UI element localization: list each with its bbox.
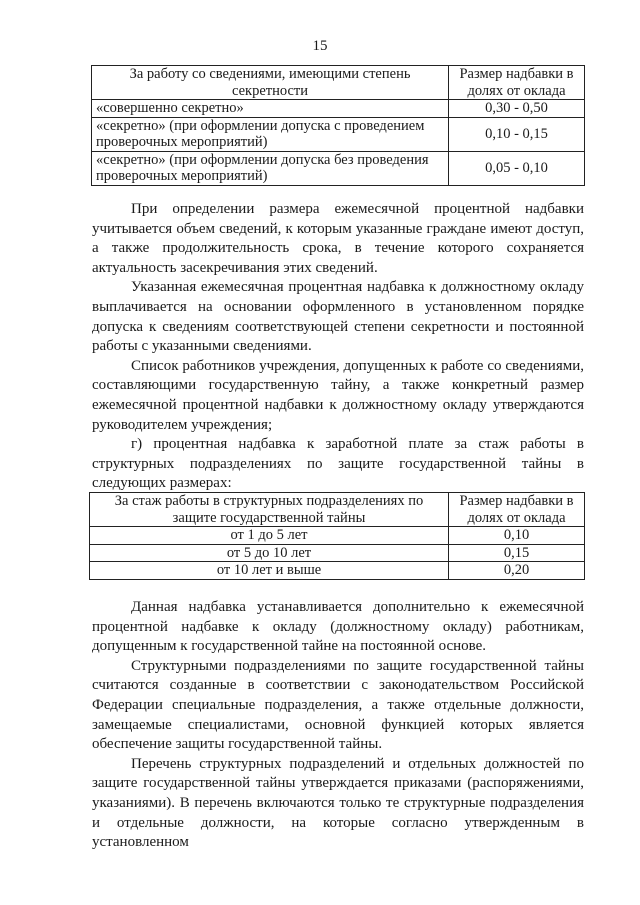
table-cell-value: 0,10 - 0,15 — [449, 117, 585, 151]
table-header-cell: За стаж работы в структурных подразделениях по защите государственной тайны — [90, 493, 449, 527]
paragraph: Указанная ежемесячная процентная надбавка к должностному окладу выплачивается на основании оформленного в установленном порядке допуска к сведениям соответствующей степени секретности и постоянной работы с указанными сведениями. — [92, 279, 584, 355]
paragraph: Структурными подразделениями по защите государственной тайны считаются созданные в соответствии с законодательством Российской Федерации специальные подразделения, а также отдельные должности, замещаемые специалистами, основной функцией которых является обеспечение защиты государственной тайны. — [92, 657, 584, 753]
table-cell-label: «секретно» (при оформлении допуска с проведением проверочных мероприятий) — [92, 117, 449, 151]
service-length-allowance-table — [89, 492, 585, 580]
secrecy-allowance-table — [91, 65, 585, 186]
body-text-block — [92, 598, 584, 853]
paragraph: г) процентная надбавка к заработной плате за стаж работы в структурных подразделениях по защите государственной тайны в следующих размерах: — [92, 436, 584, 492]
page-number: 15 — [312, 38, 328, 54]
table-cell-value: 0,05 - 0,10 — [449, 151, 585, 185]
table-row — [92, 151, 585, 185]
table-cell-label: «совершенно секретно» — [92, 100, 449, 118]
paragraph: При определении размера ежемесячной процентной надбавки учитывается объем сведений, к которым указанные граждане имеют доступ, а также продолжительность срока, в течение которого сохраняется актуальность засекречивания этих сведений. — [92, 201, 584, 276]
table-row — [90, 527, 585, 545]
table-row — [92, 100, 585, 118]
table-row — [92, 117, 585, 151]
paragraph: Перечень структурных подразделений и отдельных должностей по защите государственной тайны утверждается приказами (распоряжениями, указаниями). В перечень включаются только те структурные подразделения и отдельные должности, на которые согласно утвержденным в установленном — [92, 755, 584, 851]
table-cell-label: от 5 до 10 лет — [90, 544, 449, 562]
paragraph: Список работников учреждения, допущенных к работе со сведениями, составляющими государственную тайну, а также конкретный размер ежемесячной процентной надбавки к должностному окладу утверждаются руководителем учреждения; — [92, 357, 584, 433]
table-row — [90, 544, 585, 562]
table-cell-label: от 1 до 5 лет — [90, 527, 449, 545]
body-text-block — [92, 200, 584, 494]
table-header-cell: Размер надбавки в долях от оклада — [449, 493, 585, 527]
table-cell-label: от 10 лет и выше — [90, 562, 449, 580]
table-cell-value: 0,10 — [449, 527, 585, 545]
table-header-row — [92, 66, 585, 100]
paragraph: Данная надбавка устанавливается дополнительно к ежемесячной процентной надбавке к окладу (должностному окладу) работникам, допущенным к государственной тайне на постоянной основе. — [92, 599, 584, 655]
table-header-cell: Размер надбавки в долях от оклада — [449, 66, 585, 100]
table-cell-value: 0,20 — [449, 562, 585, 580]
table-cell-value: 0,30 - 0,50 — [449, 100, 585, 118]
table-row — [90, 562, 585, 580]
table-header-row — [90, 493, 585, 527]
table-header-cell: За работу со сведениями, имеющими степень секретности — [92, 66, 449, 100]
table-cell-label: «секретно» (при оформлении допуска без проведения проверочных мероприятий) — [92, 151, 449, 185]
table-cell-value: 0,15 — [449, 544, 585, 562]
